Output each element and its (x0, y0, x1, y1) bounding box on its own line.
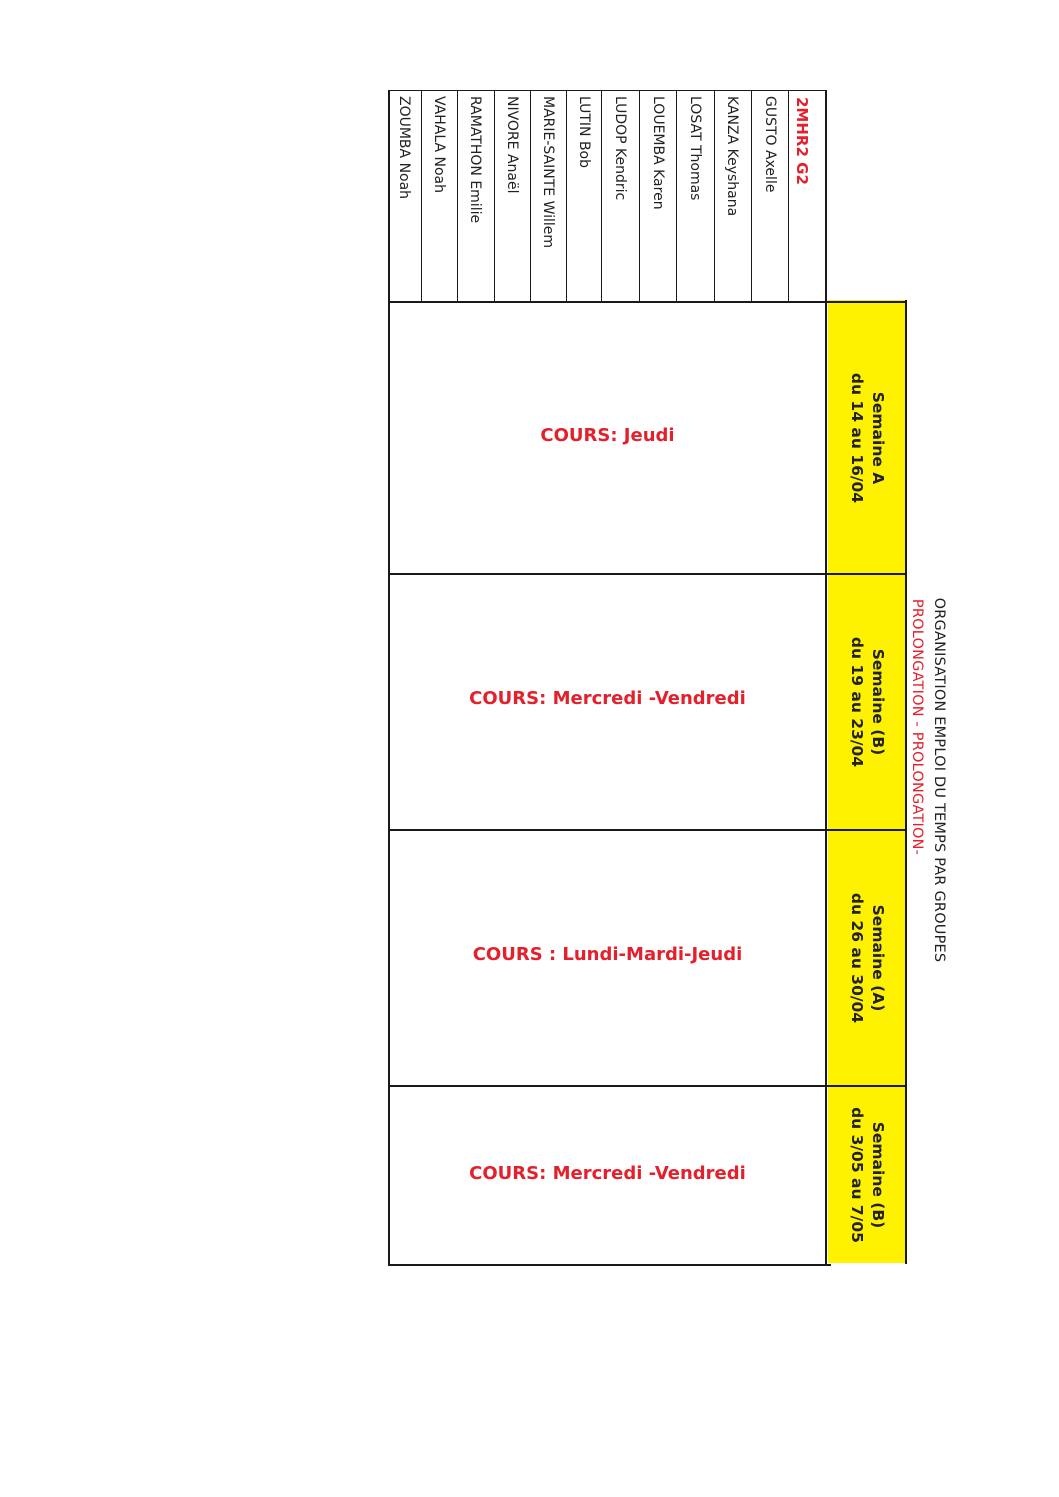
week-dates: du 19 au 23/04 (848, 636, 866, 768)
student-name: LOSAT Thomas (687, 96, 703, 201)
week-header-4 (846, 1075, 888, 1275)
student-name: NIVORE Anaël (504, 96, 520, 194)
week-header-1 (846, 338, 888, 538)
student-name: ZOUMBA Noah (396, 96, 412, 200)
week-label: Semaine A (869, 391, 887, 485)
student-name: VAHALA Noah (431, 96, 447, 194)
week-header-2 (846, 602, 888, 802)
course-label: COURS : Lundi-Mardi-Jeudi (472, 944, 743, 965)
course-label: COURS: Mercredi -Vendredi (469, 688, 746, 709)
course-label: COURS: Jeudi (540, 425, 675, 446)
course-label: COURS: Mercredi -Vendredi (469, 1163, 746, 1184)
week-dates: du 14 au 16/04 (848, 372, 866, 504)
page-subtitle: PROLONGATION - PROLONGATION- (909, 598, 925, 856)
student-name: LUDOP Kendric (612, 96, 628, 201)
student-name: KANZA Keyshana (724, 96, 740, 217)
page-title: ORGANISATION EMPLOI DU TEMPS PAR GROUPES (931, 597, 947, 963)
student-name: MARIE-SAINTE Willem (540, 96, 556, 249)
week-dates: du 26 au 30/04 (848, 892, 866, 1024)
student-name: LOUEMBA Karen (650, 96, 666, 210)
week-label: Semaine (B) (869, 648, 887, 756)
week-dates: du 3/05 au 7/05 (848, 1107, 866, 1243)
student-name: LUTIN Bob (576, 96, 592, 169)
group-label: 2MHR2 G2 (793, 97, 811, 185)
student-name: GUSTO Axelle (762, 96, 778, 193)
student-name: RAMATHON Emilie (467, 96, 483, 224)
week-label: Semaine (B) (869, 1121, 887, 1229)
week-header-3 (846, 858, 888, 1058)
week-label: Semaine (A) (869, 904, 887, 1012)
